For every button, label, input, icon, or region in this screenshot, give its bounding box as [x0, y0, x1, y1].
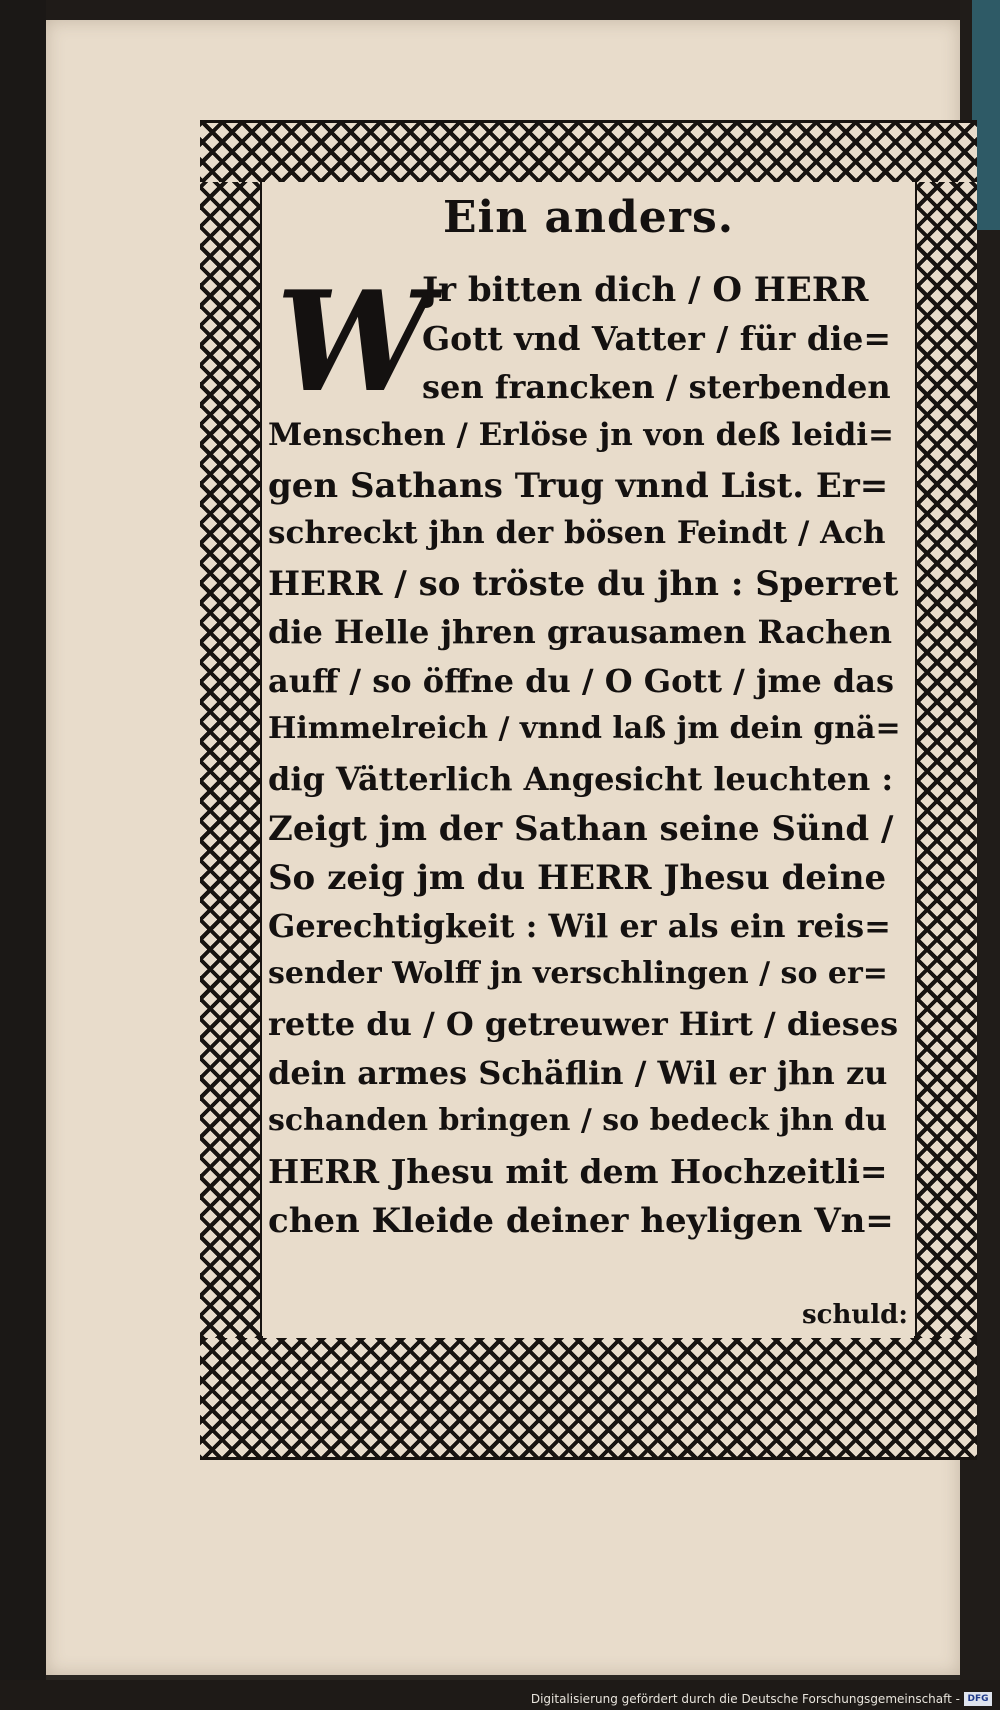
text-line: Himmelreich / vnnd laß jm dein gnä=: [268, 711, 901, 746]
catchword: schuld:: [802, 1300, 908, 1330]
decorated-initial: W: [276, 260, 431, 423]
text-line: gen Sathans Trug vnnd List. Er=: [268, 466, 889, 506]
text-line: Menschen / Erlöse jn von deß leidi=: [268, 417, 895, 453]
text-line: schreckt jhn der bösen Feindt / Ach: [268, 515, 886, 551]
text-line: HERR Jhesu mit dem Hochzeitli=: [268, 1152, 888, 1191]
text-line: auff / so öffne du / O Gott / jme das: [268, 662, 894, 700]
text-line: dein armes Schäflin / Wil er jhn zu: [268, 1054, 888, 1092]
text-line: sender Wolff jn verschlingen / so er=: [268, 956, 888, 991]
text-line: HERR / so tröste du jhn : Sperret: [268, 564, 899, 604]
text-line: sen francken / sterbenden: [422, 368, 891, 406]
ornament-border-right: [917, 182, 977, 1338]
ornament-border-left: [200, 182, 260, 1338]
text-line: Jr bitten dich / O HERR: [422, 270, 869, 310]
dfg-logo: DFG: [964, 1692, 992, 1706]
border-rule-top: [200, 120, 977, 123]
text-line: dig Vätterlich Angesicht leuchten :: [268, 760, 894, 798]
scan-background-left: [0, 0, 46, 1710]
border-rule-bottom: [200, 1457, 977, 1460]
text-line: schanden bringen / so bedeck jhn du: [268, 1103, 887, 1138]
text-line: die Helle jhren grausamen Rachen: [268, 613, 892, 651]
ornament-border-top: [200, 120, 977, 182]
text-line: So zeig jm du HERR Jhesu deine: [268, 858, 887, 898]
text-line: Gerechtigkeit : Wil er als ein reis=: [268, 907, 891, 945]
text-line: Zeigt jm der Sathan seine Sünd /: [268, 809, 894, 849]
text-line: Gott vnd Vatter / für die=: [422, 319, 892, 358]
ornament-border-bottom: [200, 1338, 977, 1460]
text-block: [262, 182, 915, 1336]
text-line: rette du / O getreuwer Hirt / dieses: [268, 1005, 899, 1043]
page-heading: Ein anders.: [442, 192, 735, 243]
text-line: chen Kleide deiner heyligen Vn=: [268, 1201, 894, 1241]
footer-credit: Digitalisierung gefördert durch die Deutsche Forschungsgemeinschaft -: [530, 1692, 960, 1706]
